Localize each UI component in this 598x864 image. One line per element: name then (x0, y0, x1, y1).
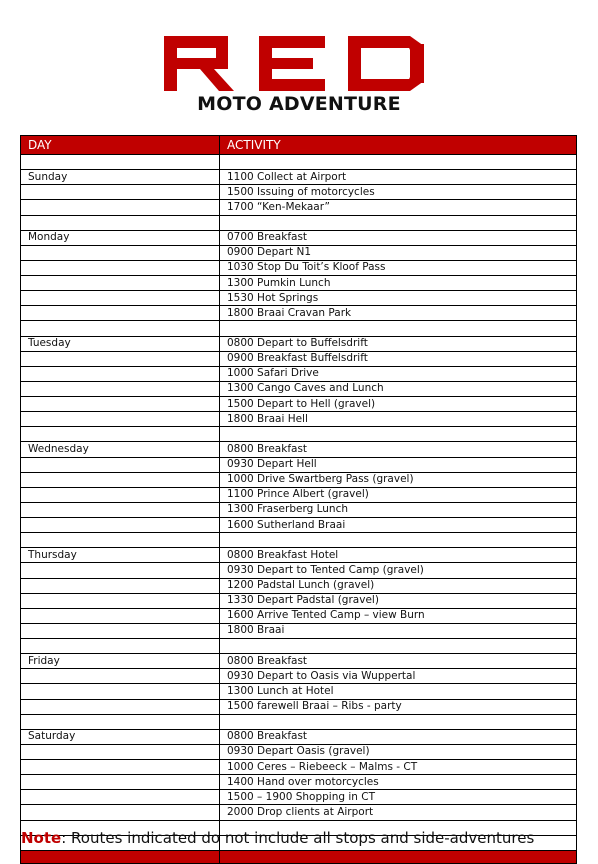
activity-cell: 0800 Depart to Buffelsdrift (220, 336, 577, 351)
table-row (21, 170, 577, 185)
activity-cell: 0800 Breakfast (220, 654, 577, 669)
day-cell (21, 366, 220, 381)
activity-cell: 1500 farewell Braai – Ribs - party (220, 699, 577, 714)
table-row (21, 760, 577, 775)
table-row (21, 487, 577, 502)
table-row (21, 442, 577, 457)
day-cell (21, 533, 220, 548)
activity-cell: 0800 Breakfast (220, 729, 577, 744)
day-cell (21, 412, 220, 427)
day-cell (21, 639, 220, 654)
activity-cell: 1600 Arrive Tented Camp – view Burn (220, 608, 577, 623)
day-cell (21, 397, 220, 412)
day-cell (21, 215, 220, 230)
table-row (21, 639, 577, 654)
day-cell (21, 291, 220, 306)
table-row (21, 502, 577, 517)
table-row (21, 729, 577, 744)
logo-subtitle: MOTO ADVENTURE (197, 93, 401, 115)
table-row (21, 260, 577, 275)
day-cell (21, 427, 220, 442)
activity-cell: 1300 Fraserberg Lunch (220, 502, 577, 517)
table-row (21, 805, 577, 820)
day-cell (21, 608, 220, 623)
day-cell (21, 790, 220, 805)
activity-cell (220, 533, 577, 548)
activity-cell: 1500 Issuing of motorcycles (220, 185, 577, 200)
table-header-row (21, 136, 577, 155)
activity-cell (220, 155, 577, 170)
day-cell (21, 502, 220, 517)
day-cell (21, 760, 220, 775)
activity-cell (220, 714, 577, 729)
day-cell (21, 669, 220, 684)
activity-cell (220, 321, 577, 336)
activity-cell: 0800 Breakfast Hotel (220, 548, 577, 563)
table-footer-bar (21, 850, 577, 863)
table-row (21, 578, 577, 593)
activity-cell: 1500 Depart to Hell (gravel) (220, 397, 577, 412)
table-row (21, 563, 577, 578)
day-cell (21, 351, 220, 366)
day-cell: Monday (21, 230, 220, 245)
activity-cell: 1030 Stop Du Toit’s Kloof Pass (220, 260, 577, 275)
table-row (21, 245, 577, 260)
activity-cell: 1300 Lunch at Hotel (220, 684, 577, 699)
day-cell (21, 578, 220, 593)
activity-cell: 0930 Depart to Tented Camp (gravel) (220, 563, 577, 578)
table-row (21, 593, 577, 608)
day-cell (21, 245, 220, 260)
day-cell (21, 623, 220, 638)
table-row (21, 790, 577, 805)
table-row (21, 427, 577, 442)
table-row (21, 623, 577, 638)
day-cell (21, 775, 220, 790)
activity-cell: 0900 Breakfast Buffelsdrift (220, 351, 577, 366)
table-row (21, 276, 577, 291)
activity-cell: 1400 Hand over motorcycles (220, 775, 577, 790)
day-cell (21, 563, 220, 578)
table-row (21, 669, 577, 684)
activity-cell: 2000 Drop clients at Airport (220, 805, 577, 820)
day-cell (21, 699, 220, 714)
day-cell (21, 472, 220, 487)
day-cell (21, 744, 220, 759)
table-row (21, 336, 577, 351)
day-cell (21, 321, 220, 336)
activity-cell (220, 215, 577, 230)
itinerary-table-body (21, 155, 577, 864)
table-row (21, 775, 577, 790)
routes-note (21, 829, 534, 847)
brand-logo (0, 0, 598, 130)
table-row (21, 472, 577, 487)
table-row (21, 306, 577, 321)
table-row (21, 155, 577, 170)
activity-cell: 0930 Depart Oasis (gravel) (220, 744, 577, 759)
day-cell: Sunday (21, 170, 220, 185)
day-cell (21, 593, 220, 608)
itinerary-table (20, 135, 577, 864)
activity-cell: 1100 Collect at Airport (220, 170, 577, 185)
day-cell (21, 276, 220, 291)
activity-cell: 0700 Breakfast (220, 230, 577, 245)
activity-column-header: ACTIVITY (220, 136, 577, 155)
activity-cell: 1000 Safari Drive (220, 366, 577, 381)
table-row (21, 185, 577, 200)
table-row (21, 744, 577, 759)
activity-cell: 1000 Drive Swartberg Pass (gravel) (220, 472, 577, 487)
table-row (21, 381, 577, 396)
activity-cell: 1100 Prince Albert (gravel) (220, 487, 577, 502)
activity-cell: 1600 Sutherland Braai (220, 518, 577, 533)
activity-cell (220, 639, 577, 654)
activity-cell: 1530 Hot Springs (220, 291, 577, 306)
activity-cell: 1800 Braai Hell (220, 412, 577, 427)
day-cell (21, 518, 220, 533)
table-row (21, 654, 577, 669)
table-row (21, 608, 577, 623)
day-cell: Thursday (21, 548, 220, 563)
activity-cell: 0930 Depart Hell (220, 457, 577, 472)
activity-cell: 0800 Breakfast (220, 442, 577, 457)
activity-cell: 1330 Depart Padstal (gravel) (220, 593, 577, 608)
table-row (21, 366, 577, 381)
activity-cell: 1000 Ceres – Riebeeck – Malms - CT (220, 760, 577, 775)
day-cell (21, 185, 220, 200)
footer-cell (21, 850, 220, 863)
activity-cell (220, 427, 577, 442)
day-cell: Friday (21, 654, 220, 669)
table-row (21, 548, 577, 563)
day-cell (21, 381, 220, 396)
day-cell: Tuesday (21, 336, 220, 351)
table-row (21, 351, 577, 366)
day-cell (21, 487, 220, 502)
table-row (21, 533, 577, 548)
activity-cell: 1300 Pumkin Lunch (220, 276, 577, 291)
table-row (21, 215, 577, 230)
activity-cell: 0900 Depart N1 (220, 245, 577, 260)
activity-cell: 1300 Cango Caves and Lunch (220, 381, 577, 396)
day-cell: Saturday (21, 729, 220, 744)
table-row (21, 200, 577, 215)
note-text: : Routes indicated do not include all stops and side-adventures (61, 829, 535, 847)
activity-cell: 0930 Depart to Oasis via Wuppertal (220, 669, 577, 684)
table-row (21, 291, 577, 306)
day-column-header: DAY (21, 136, 220, 155)
day-cell (21, 684, 220, 699)
day-cell (21, 805, 220, 820)
activity-cell: 1200 Padstal Lunch (gravel) (220, 578, 577, 593)
day-cell: Wednesday (21, 442, 220, 457)
table-row (21, 518, 577, 533)
day-cell (21, 260, 220, 275)
activity-cell: 1700 “Ken-Mekaar” (220, 200, 577, 215)
day-cell (21, 200, 220, 215)
footer-cell (220, 850, 577, 863)
table-row (21, 321, 577, 336)
day-cell (21, 714, 220, 729)
note-label: Note (21, 829, 62, 847)
activity-cell: 1800 Braai (220, 623, 577, 638)
table-row (21, 699, 577, 714)
table-row (21, 684, 577, 699)
red-logo-wordmark (164, 36, 434, 92)
table-row (21, 397, 577, 412)
table-row (21, 230, 577, 245)
table-row (21, 714, 577, 729)
day-cell (21, 457, 220, 472)
activity-cell: 1800 Braai Cravan Park (220, 306, 577, 321)
day-cell (21, 306, 220, 321)
table-row (21, 412, 577, 427)
activity-cell: 1500 – 1900 Shopping in CT (220, 790, 577, 805)
day-cell (21, 155, 220, 170)
table-row (21, 457, 577, 472)
